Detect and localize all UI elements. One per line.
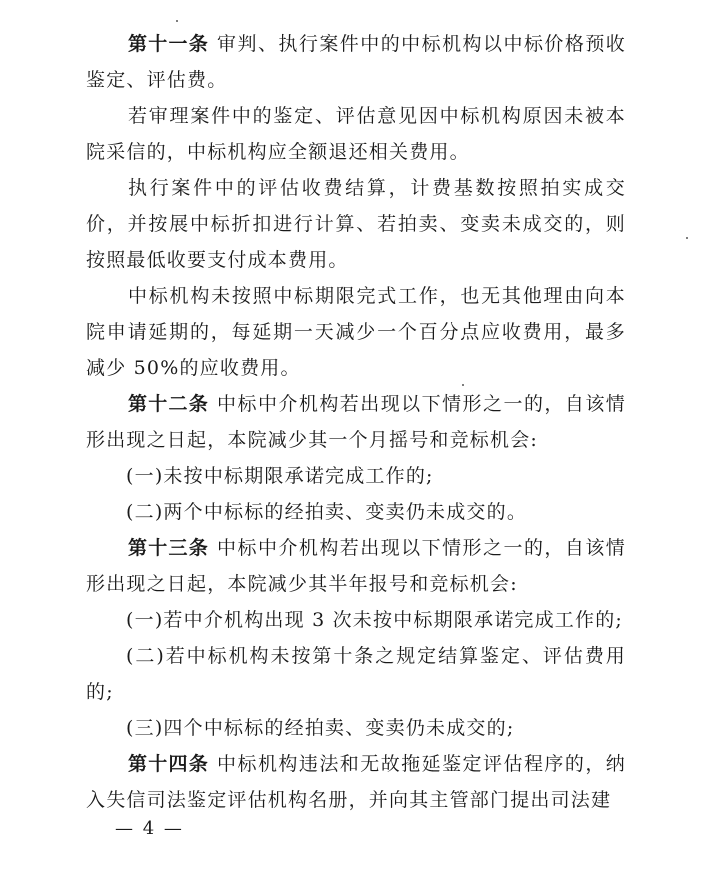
paragraph-4 bbox=[86, 278, 626, 386]
list-item-text: (二)两个中标标的经拍卖、变卖仍未成交的。 bbox=[126, 501, 528, 523]
article-heading: 第十三条 bbox=[128, 537, 210, 559]
paragraph-text: 若审理案件中的鉴定、评估意见因中标机构原因未被本院采信的，中标机构应全额退还相关费用。 bbox=[86, 105, 626, 163]
list-item-5 bbox=[86, 710, 626, 746]
list-item-2 bbox=[86, 494, 626, 530]
list-item-text: (一)若中介机构出现 3 次未按中标期限承诺完成工作的; bbox=[126, 609, 623, 631]
list-item-text: (一)未按中标期限承诺完成工作的; bbox=[126, 465, 434, 487]
paragraph-text: 审判、执行案件中的中标机构以中标价格预收鉴定、评估费。 bbox=[86, 33, 626, 91]
paragraph-6 bbox=[86, 530, 626, 602]
scan-speck bbox=[686, 237, 688, 239]
paragraph-3 bbox=[86, 170, 626, 278]
document-body bbox=[86, 26, 626, 818]
list-item-text: (三)四个中标标的经拍卖、变卖仍未成交的; bbox=[126, 717, 515, 739]
paragraph-text: 中标机构违法和无故拖延鉴定评估程序的，纳入失信司法鉴定评估机构名册，并向其主管部门提出司法建 bbox=[86, 753, 626, 811]
paragraph-2 bbox=[86, 98, 626, 170]
paragraph-text: 中标中介机构若出现以下情形之一的，自该情形出现之日起，本院减少其一个月摇号和竞标机会: bbox=[86, 393, 626, 451]
paragraph-text: 中标中介机构若出现以下情形之一的，自该情形出现之日起，本院减少其半年报号和竞标机会: bbox=[86, 537, 626, 595]
paragraph-7 bbox=[86, 746, 626, 818]
scan-speck bbox=[176, 20, 178, 22]
list-item-4 bbox=[86, 638, 626, 710]
list-item-text: (二)若中标机构未按第十条之规定结算鉴定、评估费用的; bbox=[86, 645, 626, 703]
list-item-3 bbox=[86, 602, 626, 638]
list-item-1 bbox=[86, 458, 626, 494]
paragraph-text: 中标机构未按照中标期限完式工作，也无其他理由向本院申请延期的，每延期一天减少一个百分点应收费用，最多减少 50%的应收费用。 bbox=[86, 285, 626, 379]
paragraph-1 bbox=[86, 26, 626, 98]
page-number: — 4 — bbox=[115, 818, 184, 839]
paragraph-text: 执行案件中的评估收费结算，计费基数按照拍实成交价，并按展中标折扣进行计算、若拍卖、变卖未成交的，则按照最低收要支付成本费用。 bbox=[86, 177, 626, 271]
article-heading: 第十二条 bbox=[128, 393, 210, 415]
article-heading: 第十四条 bbox=[128, 753, 210, 775]
article-heading: 第十一条 bbox=[128, 33, 210, 55]
paragraph-5 bbox=[86, 386, 626, 458]
scan-speck bbox=[462, 384, 464, 386]
